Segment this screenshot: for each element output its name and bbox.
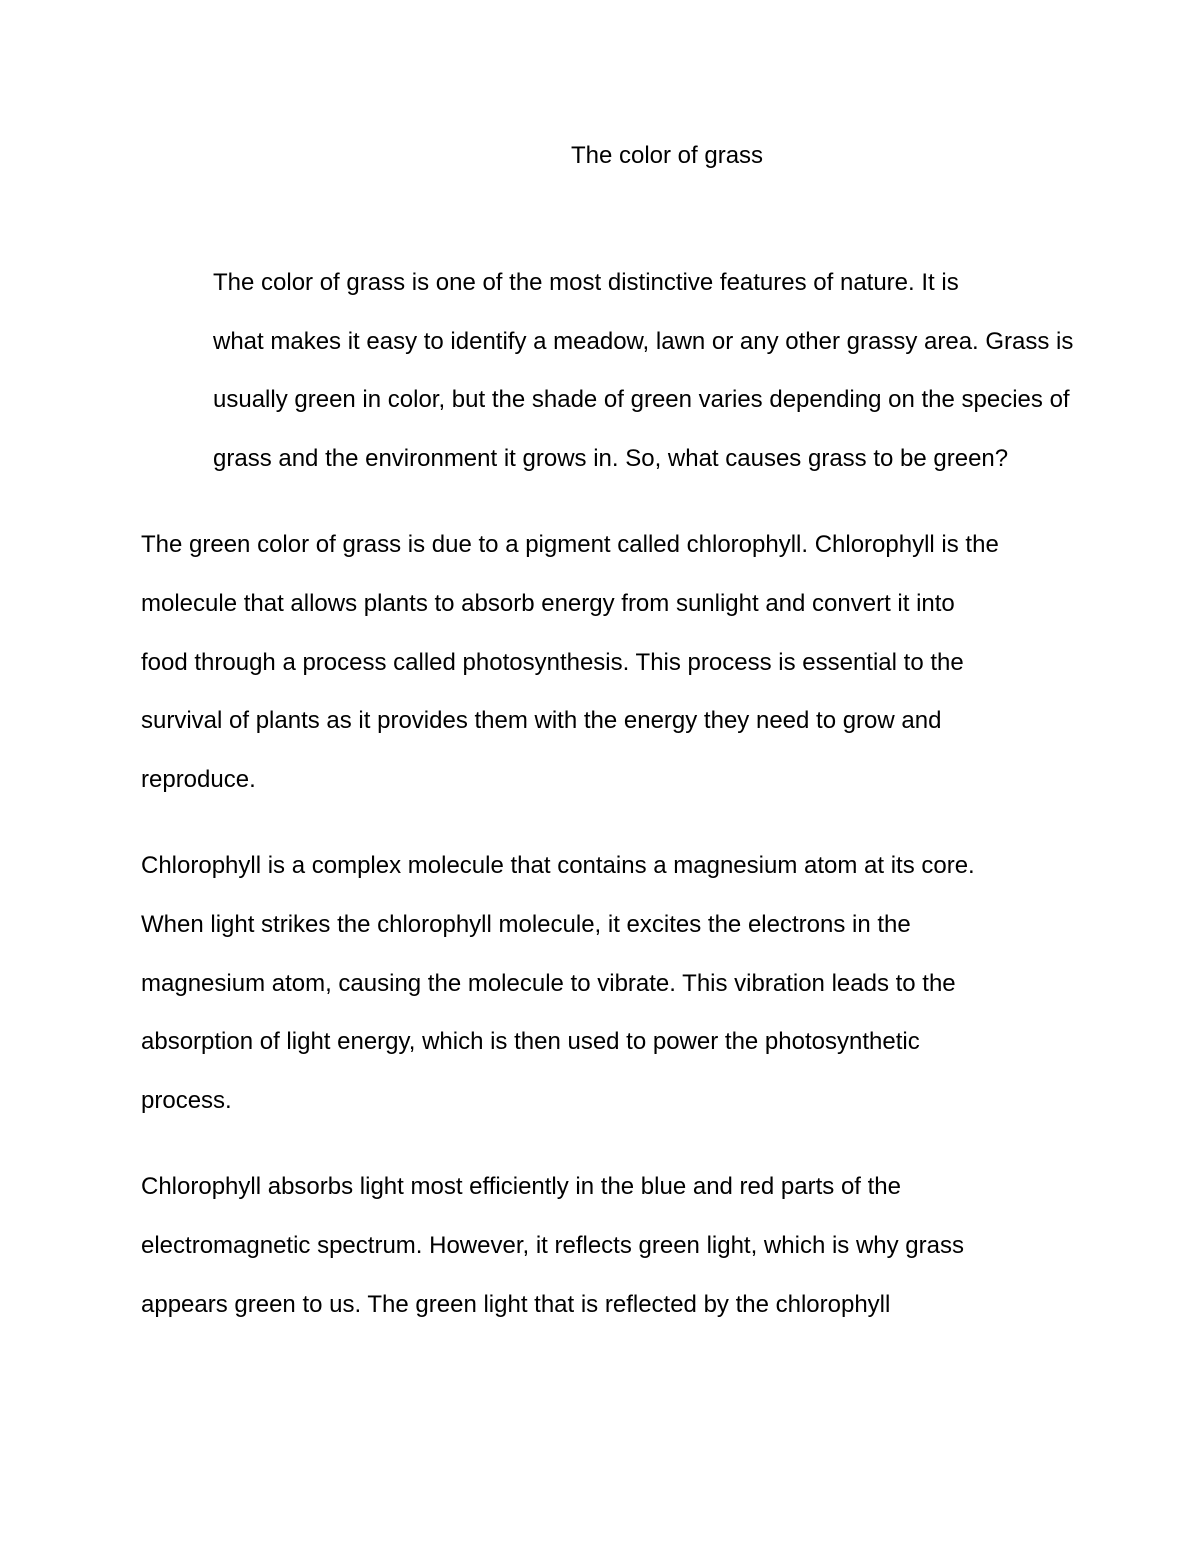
text-line: molecule that allows plants to absorb energy from sunlight and convert it into [141, 589, 955, 617]
text-line: what makes it easy to identify a meadow, lawn or any other grassy area. Grass is [213, 327, 1074, 355]
text-line: appears green to us. The green light that is reflected by the chlorophyll [141, 1290, 891, 1318]
text-line: survival of plants as it provides them with the energy they need to grow and [141, 707, 942, 735]
text-line: When light strikes the chlorophyll molecule, it excites the electrons in the [141, 910, 911, 938]
text-line: The green color of grass is due to a pigment called chlorophyll. Chlorophyll is the [141, 531, 999, 559]
paragraph-chlorophyll [141, 516, 1071, 809]
paragraph-molecule [141, 837, 1071, 1130]
text-line: Chlorophyll is a complex molecule that contains a magnesium atom at its core. [141, 852, 975, 880]
text-line: electromagnetic spectrum. However, it reflects green light, which is why grass [141, 1231, 964, 1259]
text-line: grass and the environment it grows in. So, what causes grass to be green? [213, 444, 1009, 472]
text-line: The color of grass is one of the most distinctive features of nature. It is [213, 269, 959, 296]
text-line: food through a process called photosynthesis. This process is essential to the [141, 648, 964, 676]
paragraph-intro [141, 254, 1074, 488]
text-line: usually green in color, but the shade of green varies depending on the species of [213, 386, 1070, 414]
paragraph-spectrum [141, 1158, 1071, 1334]
document-title: The color of grass [570, 142, 764, 169]
text-line: absorption of light energy, which is then used to power the photosynthetic [141, 1028, 920, 1056]
text-line: reproduce. [141, 765, 256, 793]
text-line: Chlorophyll absorbs light most efficiently in the blue and red parts of the [141, 1173, 901, 1201]
document-body [141, 254, 1074, 1362]
text-line: magnesium atom, causing the molecule to vibrate. This vibration leads to the [141, 969, 956, 997]
text-line: process. [141, 1086, 232, 1114]
